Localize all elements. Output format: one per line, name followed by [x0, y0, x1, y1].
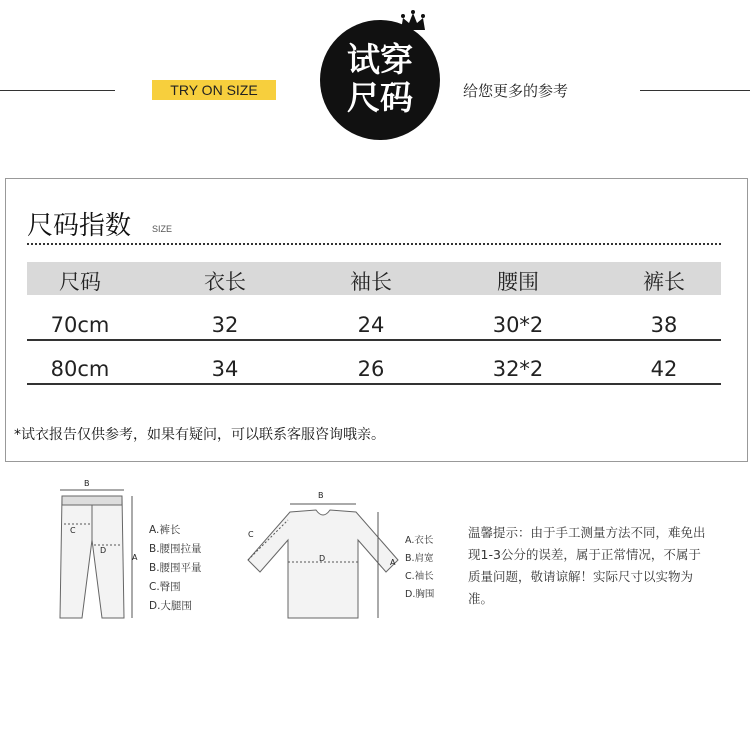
shirt-label-c: C	[248, 530, 254, 539]
shirt-label-b: B	[318, 491, 324, 500]
pants-label-b: B	[84, 479, 90, 488]
header-waist: 腰围	[497, 270, 539, 294]
row1-size: 70cm	[50, 313, 110, 337]
badge-line-1: 试穿	[347, 40, 413, 79]
pants-legend-d: D.大腿围	[149, 600, 192, 612]
dotted-divider	[27, 243, 721, 245]
panel-title: 尺码指数	[27, 211, 132, 241]
header-right-line	[640, 90, 750, 91]
header-length: 衣长	[204, 270, 246, 294]
pants-label-d: D	[100, 546, 107, 555]
row1-pants-length: 38	[650, 313, 678, 337]
shirt-label-d: D	[319, 554, 326, 563]
pants-legend-a: A.裤长	[149, 524, 181, 536]
shirt-legend-a: A.衣长	[405, 535, 434, 546]
size-badge	[320, 20, 440, 140]
shirt-label-a: A	[390, 558, 396, 567]
badge-line-2: 尺码	[347, 78, 413, 117]
shirt-legend-d: D.胸围	[405, 589, 435, 600]
shirt-legend-c: C.袖长	[405, 571, 434, 582]
tips-text: 由于手工测量方法不同，难免出现1-3公分的误差，属于正常情况，不属于质量问题，敬请谅解！实际尺寸以实物为准。	[468, 525, 706, 606]
row1-waist: 30*2	[492, 313, 544, 337]
row2-divider	[27, 383, 721, 385]
row2-pants-length: 42	[650, 357, 678, 381]
row2-waist: 32*2	[492, 357, 544, 381]
header-sleeve: 袖长	[350, 270, 392, 294]
row2-length: 34	[211, 357, 239, 381]
disclaimer-note: *试衣报告仅供参考，如果有疑问，可以联系客服咨询哦亲。	[14, 427, 385, 443]
shirt-legend-b: B.肩宽	[405, 553, 434, 564]
panel-subtitle: SIZE	[152, 224, 173, 234]
shirt-legend	[405, 532, 434, 604]
tips-label: 温馨提示：	[468, 525, 531, 540]
reference-text: 给您更多的参考	[463, 82, 569, 100]
row1-length: 32	[211, 313, 239, 337]
pants-label-a: A	[132, 553, 138, 562]
row1-sleeve: 24	[357, 313, 385, 337]
row2-size: 80cm	[50, 357, 110, 381]
pants-legend-b1: B.腰围拉量	[149, 543, 202, 555]
crown-icon	[398, 10, 428, 34]
try-on-size-tag: TRY ON SIZE	[152, 80, 276, 100]
pants-label-c: C	[70, 526, 76, 535]
row1-divider	[27, 339, 721, 341]
pants-legend-b2: B.腰围平量	[149, 562, 202, 574]
pants-legend	[149, 521, 202, 616]
header-size: 尺码	[59, 270, 101, 294]
row2-sleeve: 26	[357, 357, 385, 381]
warm-tips	[468, 522, 708, 610]
pants-legend-c: C.臀围	[149, 581, 181, 593]
header-pants-length: 裤长	[643, 270, 685, 294]
shirt-diagram	[228, 490, 408, 620]
header-left-line	[0, 90, 115, 91]
